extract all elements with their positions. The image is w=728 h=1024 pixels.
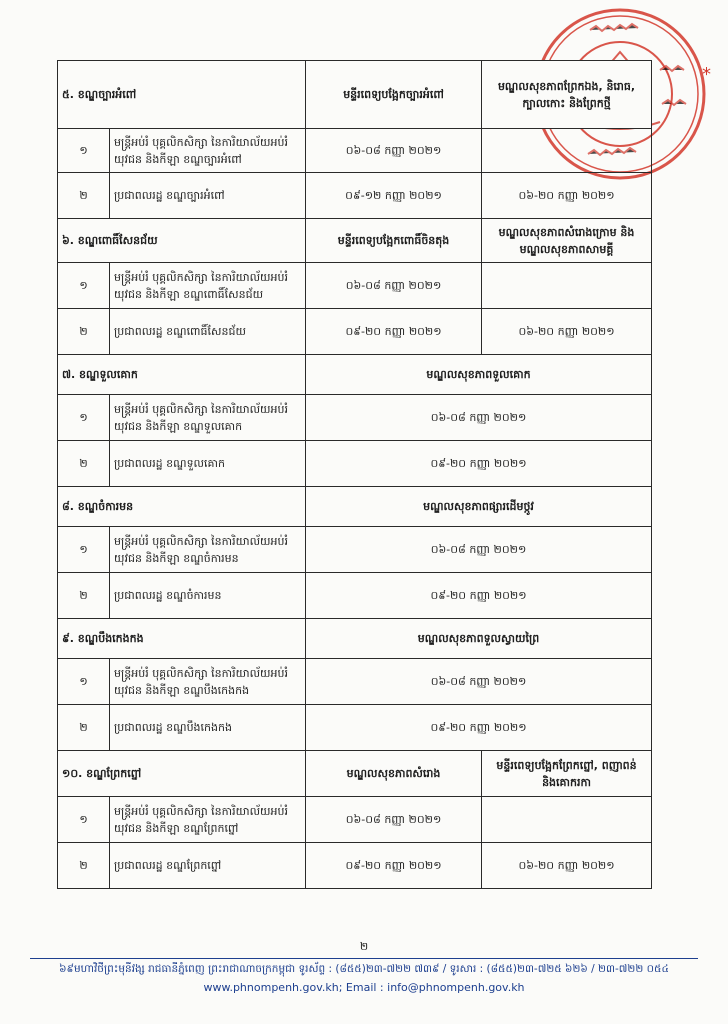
schedule-date: ០៩-១២ កញ្ញា ២០២១ bbox=[306, 173, 482, 219]
schedule-date bbox=[482, 263, 652, 309]
schedule-date: ០៩-២០ កញ្ញា ២០២១ bbox=[306, 843, 482, 889]
section-header-row bbox=[58, 355, 652, 395]
schedule-date: ០៦-០៨ កញ្ញា ២០២១ bbox=[306, 659, 652, 705]
target-group: ប្រជាពលរដ្ឋ ខណ្ឌបឹងកេងកង bbox=[110, 705, 306, 751]
schedule-date: ០៦-២០ កញ្ញា ២០២១ bbox=[482, 309, 652, 355]
schedule-date: ០៩-២០ កញ្ញា ២០២១ bbox=[306, 573, 652, 619]
district-header: ១០. ខណ្ឌព្រែកព្នៅ bbox=[58, 751, 306, 797]
vaccination-site: មន្ទីរពេទ្យបង្អែកព្រែកព្នៅ, ពញាពន់ និងគោករកា bbox=[482, 751, 652, 797]
table-row bbox=[58, 395, 652, 441]
schedule-date: ០៦-២០ កញ្ញា ២០២១ bbox=[482, 843, 652, 889]
section-header-row bbox=[58, 219, 652, 263]
district-header: ៨. ខណ្ឌចំការមន bbox=[58, 487, 306, 527]
target-group: មន្ត្រីអប់រំ បុគ្គលិកសិក្សា នៃការិយាល័យអប់រំ យុវជន និងកីឡា ខណ្ឌពោធិ៍សែនជ័យ bbox=[110, 263, 306, 309]
schedule-date: ០៦-០៨ កញ្ញា ២០២១ bbox=[306, 395, 652, 441]
footer-address: ៦៩មហាវិថីព្រះមុនីវង្ស រាជធានីភ្នំពេញ ព្រះរាជាណាចក្រកម្ពុជា ទូរស័ព្ទ : (៨៥៥)២៣-៧២២ ៧៣៩ / ទូរសារ : (៨៥៥)២៣-៧២៥ ៦២៦ / ២៣-៧២២ ០៥៤ bbox=[59, 963, 669, 975]
section-header-row bbox=[58, 61, 652, 129]
svg-text:*: * bbox=[702, 64, 711, 85]
target-group: មន្ត្រីអប់រំ បុគ្គលិកសិក្សា នៃការិយាល័យអប់រំ យុវជន និងកីឡា ខណ្ឌចំការមន bbox=[110, 527, 306, 573]
row-number: ១ bbox=[58, 129, 110, 173]
vaccination-schedule-table bbox=[57, 60, 652, 889]
schedule-date: ០៩-២០ កញ្ញា ២០២១ bbox=[306, 441, 652, 487]
table-row bbox=[58, 843, 652, 889]
row-number: ១ bbox=[58, 527, 110, 573]
row-number: ២ bbox=[58, 441, 110, 487]
target-group: មន្ត្រីអប់រំ បុគ្គលិកសិក្សា នៃការិយាល័យអប់រំ យុវជន និងកីឡា ខណ្ឌបឹងកេងកង bbox=[110, 659, 306, 705]
schedule-date bbox=[482, 797, 652, 843]
row-number: ១ bbox=[58, 797, 110, 843]
row-number: ២ bbox=[58, 843, 110, 889]
row-number: ២ bbox=[58, 309, 110, 355]
row-number: ១ bbox=[58, 659, 110, 705]
schedule-date: ០៦-០៨ កញ្ញា ២០២១ bbox=[306, 527, 652, 573]
schedule-date: ០៩-២០ កញ្ញា ២០២១ bbox=[306, 309, 482, 355]
schedule-date: ០៦-២០ កញ្ញា ២០២១ bbox=[482, 173, 652, 219]
vaccination-site: មណ្ឌលសុខភាពសំរោង bbox=[306, 751, 482, 797]
target-group: មន្ត្រីអប់រំ បុគ្គលិកសិក្សា នៃការិយាល័យអប់រំ យុវជន និងកីឡា ខណ្ឌទួលគោក bbox=[110, 395, 306, 441]
row-number: ២ bbox=[58, 573, 110, 619]
target-group: មន្ត្រីអប់រំ បុគ្គលិកសិក្សា នៃការិយាល័យអប់រំ យុវជន និងកីឡា ខណ្ឌច្បារអំពៅ bbox=[110, 129, 306, 173]
district-header: ៩. ខណ្ឌបឹងកេងកង bbox=[58, 619, 306, 659]
table-row bbox=[58, 441, 652, 487]
footer-divider bbox=[30, 958, 698, 959]
row-number: ២ bbox=[58, 705, 110, 751]
schedule-date: ០៦-០៨ កញ្ញា ២០២១ bbox=[306, 263, 482, 309]
vaccination-site: មន្ទីរពេទ្យបង្អែកពោធិ៍ចិនតុង bbox=[306, 219, 482, 263]
vaccination-site: មណ្ឌលសុខភាពសំរោងក្រោម និងមណ្ឌលសុខភាពសាមគ្គី bbox=[482, 219, 652, 263]
row-number: ២ bbox=[58, 173, 110, 219]
table-row bbox=[58, 797, 652, 843]
table-row bbox=[58, 129, 652, 173]
target-group: ប្រជាពលរដ្ឋ ខណ្ឌព្រែកព្នៅ bbox=[110, 843, 306, 889]
district-header: ៥. ខណ្ឌច្បារអំពៅ bbox=[58, 61, 306, 129]
target-group: ប្រជាពលរដ្ឋ ខណ្ឌពោធិ៍សែនជ័យ bbox=[110, 309, 306, 355]
district-header: ៧. ខណ្ឌទួលគោក bbox=[58, 355, 306, 395]
target-group: ប្រជាពលរដ្ឋ ខណ្ឌច្បារអំពៅ bbox=[110, 173, 306, 219]
row-number: ១ bbox=[58, 395, 110, 441]
schedule-date: ០៦-០៨ កញ្ញា ២០២១ bbox=[306, 797, 482, 843]
page-number: ២ bbox=[359, 940, 369, 953]
table-row bbox=[58, 309, 652, 355]
section-header-row bbox=[58, 487, 652, 527]
section-header-row bbox=[58, 619, 652, 659]
table-row bbox=[58, 573, 652, 619]
schedule-date bbox=[482, 129, 652, 173]
target-group: ប្រជាពលរដ្ឋ ខណ្ឌចំការមន bbox=[110, 573, 306, 619]
district-header: ៦. ខណ្ឌពោធិ៍សែនជ័យ bbox=[58, 219, 306, 263]
section-header-row bbox=[58, 751, 652, 797]
vaccination-site: មណ្ឌលសុខភាពព្រែកឯង, និរោធ, ក្បាលកោះ និងព្រែកថ្មី bbox=[482, 61, 652, 129]
schedule-date: ០៦-០៨ កញ្ញា ២០២១ bbox=[306, 129, 482, 173]
schedule-date: ០៩-២០ កញ្ញា ២០២១ bbox=[306, 705, 652, 751]
table-row bbox=[58, 659, 652, 705]
table-row bbox=[58, 527, 652, 573]
vaccination-site: មណ្ឌលសុខភាពទួលគោក bbox=[306, 355, 652, 395]
target-group: ប្រជាពលរដ្ឋ ខណ្ឌទួលគោក bbox=[110, 441, 306, 487]
target-group: មន្ត្រីអប់រំ បុគ្គលិកសិក្សា នៃការិយាល័យអប់រំ យុវជន និងកីឡា ខណ្ឌព្រែកព្នៅ bbox=[110, 797, 306, 843]
vaccination-site: មណ្ឌលសុខភាពទួលស្វាយព្រៃ bbox=[306, 619, 652, 659]
vaccination-site: មណ្ឌលសុខភាពផ្សារដើមថ្កូវ bbox=[306, 487, 652, 527]
vaccination-site: មន្ទីរពេទ្យបង្អែកច្បារអំពៅ bbox=[306, 61, 482, 129]
table-row bbox=[58, 705, 652, 751]
table-row bbox=[58, 173, 652, 219]
row-number: ១ bbox=[58, 263, 110, 309]
footer-contact-link[interactable]: www.phnompenh.gov.kh; Email : info@phnompenh.gov.kh bbox=[203, 981, 525, 994]
table-row bbox=[58, 263, 652, 309]
